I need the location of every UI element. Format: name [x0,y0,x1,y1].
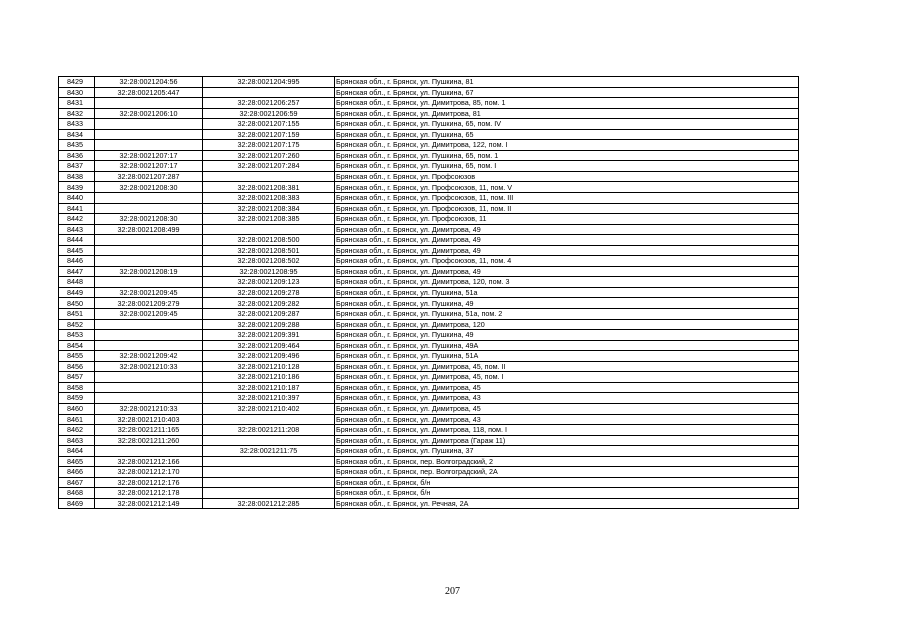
address-cell: Брянская обл., г. Брянск, ул. Димитрова, 120 [335,319,799,330]
row-number-cell: 8468 [59,488,95,499]
table-row [59,467,799,478]
parcel-number-cell [95,140,203,151]
address-cell: Брянская обл., г. Брянск, ул. Димитрова, 120, пом. 3 [335,277,799,288]
object-number-cell: 32:28:0021207:155 [203,119,335,130]
parcel-number-cell [95,203,203,214]
address-cell: Брянская обл., г. Брянск, ул. Димитрова (Гараж 11) [335,435,799,446]
row-number-cell: 8452 [59,319,95,330]
address-cell: Брянская обл., г. Брянск, ул. Димитрова, 49 [335,235,799,246]
row-number-cell: 8457 [59,372,95,383]
table-row [59,171,799,182]
table-row [59,203,799,214]
object-number-cell: 32:28:0021208:385 [203,214,335,225]
address-cell: Брянская обл., г. Брянск, ул. Димитрова, 43 [335,414,799,425]
parcel-number-cell: 32:28:0021207:287 [95,171,203,182]
object-number-cell: 32:28:0021208:501 [203,245,335,256]
row-number-cell: 8456 [59,361,95,372]
object-number-cell: 32:28:0021210:187 [203,382,335,393]
object-number-cell: 32:28:0021207:159 [203,129,335,140]
parcel-number-cell [95,129,203,140]
table-row [59,393,799,404]
address-cell: Брянская обл., г. Брянск, ул. Профсоюзов [335,171,799,182]
row-number-cell: 8466 [59,467,95,478]
parcel-number-cell: 32:28:0021208:499 [95,224,203,235]
object-number-cell: 32:28:0021209:287 [203,309,335,320]
address-cell: Брянская обл., г. Брянск, пер. Волгоградский, 2А [335,467,799,478]
address-cell: Брянская обл., г. Брянск, ул. Димитрова, 118, пом. I [335,425,799,436]
row-number-cell: 8463 [59,435,95,446]
address-cell: Брянская обл., г. Брянск, ул. Пушкина, 81 [335,77,799,88]
table-row [59,77,799,88]
parcel-number-cell [95,372,203,383]
object-number-cell [203,456,335,467]
table-row [59,266,799,277]
parcel-number-cell: 32:28:0021210:403 [95,414,203,425]
parcel-number-cell: 32:28:0021212:176 [95,477,203,488]
address-cell: Брянская обл., г. Брянск, ул. Пушкина, 65, пом. I [335,161,799,172]
parcel-number-cell [95,256,203,267]
object-number-cell: 32:28:0021207:175 [203,140,335,151]
parcel-number-cell: 32:28:0021208:30 [95,214,203,225]
address-cell: Брянская обл., г. Брянск, ул. Пушкина, 65, пом. IV [335,119,799,130]
address-cell: Брянская обл., г. Брянск, б/н [335,477,799,488]
object-number-cell: 32:28:0021204:995 [203,77,335,88]
table-row [59,193,799,204]
address-cell: Брянская обл., г. Брянск, ул. Пушкина, 49 [335,330,799,341]
parcel-number-cell: 32:28:0021208:30 [95,182,203,193]
table-row [59,340,799,351]
table-row [59,488,799,499]
object-number-cell [203,414,335,425]
parcel-number-cell: 32:28:0021210:33 [95,361,203,372]
row-number-cell: 8461 [59,414,95,425]
object-number-cell [203,171,335,182]
parcel-number-cell [95,193,203,204]
object-number-cell: 32:28:0021211:75 [203,446,335,457]
table-row [59,277,799,288]
object-number-cell: 32:28:0021208:95 [203,266,335,277]
object-number-cell: 32:28:0021210:186 [203,372,335,383]
parcel-number-cell [95,98,203,109]
row-number-cell: 8438 [59,171,95,182]
table-row [59,150,799,161]
object-number-cell: 32:28:0021208:500 [203,235,335,246]
address-cell: Брянская обл., г. Брянск, ул. Димитрова, 85, пом. 1 [335,98,799,109]
property-register-table [58,76,799,509]
row-number-cell: 8449 [59,287,95,298]
table-row [59,319,799,330]
object-number-cell: 32:28:0021209:496 [203,351,335,362]
row-number-cell: 8460 [59,403,95,414]
row-number-cell: 8469 [59,498,95,509]
object-number-cell [203,488,335,499]
parcel-number-cell: 32:28:0021212:178 [95,488,203,499]
table-row [59,330,799,341]
table-row [59,129,799,140]
row-number-cell: 8446 [59,256,95,267]
object-number-cell: 32:28:0021210:397 [203,393,335,404]
parcel-number-cell [95,235,203,246]
parcel-number-cell [95,446,203,457]
table-row [59,309,799,320]
table-row [59,456,799,467]
object-number-cell: 32:28:0021206:59 [203,108,335,119]
table-row [59,351,799,362]
row-number-cell: 8453 [59,330,95,341]
object-number-cell [203,467,335,478]
parcel-number-cell: 32:28:0021209:45 [95,287,203,298]
parcel-number-cell: 32:28:0021212:166 [95,456,203,467]
table-row [59,224,799,235]
row-number-cell: 8447 [59,266,95,277]
row-number-cell: 8455 [59,351,95,362]
parcel-number-cell: 32:28:0021205:447 [95,87,203,98]
table-row [59,256,799,267]
table-row [59,298,799,309]
row-number-cell: 8430 [59,87,95,98]
address-cell: Брянская обл., г. Брянск, ул. Пушкина, 65 [335,129,799,140]
address-cell: Брянская обл., г. Брянск, ул. Пушкина, 37 [335,446,799,457]
parcel-number-cell: 32:28:0021211:260 [95,435,203,446]
parcel-number-cell: 32:28:0021209:45 [95,309,203,320]
address-cell: Брянская обл., г. Брянск, ул. Димитрова, 43 [335,393,799,404]
parcel-number-cell: 32:28:0021212:149 [95,498,203,509]
parcel-number-cell: 32:28:0021206:10 [95,108,203,119]
row-number-cell: 8450 [59,298,95,309]
object-number-cell: 32:28:0021209:282 [203,298,335,309]
row-number-cell: 8458 [59,382,95,393]
page-number: 207 [445,586,460,597]
object-number-cell: 32:28:0021209:391 [203,330,335,341]
row-number-cell: 8467 [59,477,95,488]
table-row [59,161,799,172]
parcel-number-cell [95,319,203,330]
object-number-cell: 32:28:0021208:381 [203,182,335,193]
address-cell: Брянская обл., г. Брянск, ул. Димитрова, 49 [335,266,799,277]
object-number-cell: 32:28:0021210:128 [203,361,335,372]
object-number-cell [203,87,335,98]
object-number-cell: 32:28:0021211:208 [203,425,335,436]
table-row [59,382,799,393]
table-row [59,140,799,151]
table-row [59,498,799,509]
address-cell: Брянская обл., г. Брянск, ул. Пушкина, 49 [335,298,799,309]
object-number-cell: 32:28:0021207:284 [203,161,335,172]
object-number-cell [203,435,335,446]
table-row [59,235,799,246]
row-number-cell: 8465 [59,456,95,467]
object-number-cell: 32:28:0021208:383 [203,193,335,204]
object-number-cell: 32:28:0021208:502 [203,256,335,267]
table-row [59,182,799,193]
parcel-number-cell: 32:28:0021208:19 [95,266,203,277]
object-number-cell [203,477,335,488]
row-number-cell: 8459 [59,393,95,404]
table-row [59,87,799,98]
table-row [59,287,799,298]
object-number-cell: 32:28:0021209:123 [203,277,335,288]
address-cell: Брянская обл., г. Брянск, б/н [335,488,799,499]
row-number-cell: 8444 [59,235,95,246]
table-row [59,372,799,383]
object-number-cell: 32:28:0021206:257 [203,98,335,109]
row-number-cell: 8462 [59,425,95,436]
object-number-cell: 32:28:0021209:288 [203,319,335,330]
row-number-cell: 8443 [59,224,95,235]
address-cell: Брянская обл., г. Брянск, ул. Димитрова, 81 [335,108,799,119]
parcel-number-cell [95,245,203,256]
parcel-number-cell [95,330,203,341]
table-row [59,446,799,457]
row-number-cell: 8454 [59,340,95,351]
address-cell: Брянская обл., г. Брянск, ул. Пушкина, 51а [335,287,799,298]
address-cell: Брянская обл., г. Брянск, ул. Пушкина, 51А [335,351,799,362]
parcel-number-cell [95,277,203,288]
address-cell: Брянская обл., г. Брянск, ул. Пушкина, 51а, пом. 2 [335,309,799,320]
table-row [59,98,799,109]
row-number-cell: 8448 [59,277,95,288]
address-cell: Брянская обл., г. Брянск, ул. Пушкина, 65, пом. 1 [335,150,799,161]
parcel-number-cell: 32:28:0021209:279 [95,298,203,309]
row-number-cell: 8435 [59,140,95,151]
table-body [59,77,799,509]
address-cell: Брянская обл., г. Брянск, ул. Профсоюзов, 11, пом. 4 [335,256,799,267]
address-cell: Брянская обл., г. Брянск, ул. Димитрова, 45 [335,382,799,393]
address-cell: Брянская обл., г. Брянск, ул. Речная, 2А [335,498,799,509]
table-row [59,119,799,130]
table-row [59,414,799,425]
address-cell: Брянская обл., г. Брянск, пер. Волгоградский, 2 [335,456,799,467]
object-number-cell: 32:28:0021209:278 [203,287,335,298]
object-number-cell: 32:28:0021209:464 [203,340,335,351]
parcel-number-cell: 32:28:0021204:56 [95,77,203,88]
row-number-cell: 8440 [59,193,95,204]
row-number-cell: 8439 [59,182,95,193]
address-cell: Брянская обл., г. Брянск, ул. Димитрова, 49 [335,245,799,256]
object-number-cell: 32:28:0021208:384 [203,203,335,214]
parcel-number-cell: 32:28:0021210:33 [95,403,203,414]
table-row [59,435,799,446]
row-number-cell: 8433 [59,119,95,130]
row-number-cell: 8432 [59,108,95,119]
parcel-number-cell: 32:28:0021207:17 [95,150,203,161]
row-number-cell: 8464 [59,446,95,457]
row-number-cell: 8437 [59,161,95,172]
parcel-number-cell [95,393,203,404]
address-cell: Брянская обл., г. Брянск, ул. Димитрова, 45, пом. II [335,361,799,372]
row-number-cell: 8429 [59,77,95,88]
object-number-cell: 32:28:0021210:402 [203,403,335,414]
table-row [59,361,799,372]
row-number-cell: 8451 [59,309,95,320]
address-cell: Брянская обл., г. Брянск, ул. Димитрова, 49 [335,224,799,235]
address-cell: Брянская обл., г. Брянск, ул. Пушкина, 67 [335,87,799,98]
address-cell: Брянская обл., г. Брянск, ул. Профсоюзов, 11, пом. II [335,203,799,214]
table-row [59,477,799,488]
table-row [59,245,799,256]
parcel-number-cell [95,119,203,130]
object-number-cell: 32:28:0021212:285 [203,498,335,509]
address-cell: Брянская обл., г. Брянск, ул. Димитрова, 122, пом. I [335,140,799,151]
table-row [59,108,799,119]
table-row [59,214,799,225]
parcel-number-cell: 32:28:0021207:17 [95,161,203,172]
table-row [59,425,799,436]
parcel-number-cell: 32:28:0021211:165 [95,425,203,436]
row-number-cell: 8431 [59,98,95,109]
row-number-cell: 8445 [59,245,95,256]
row-number-cell: 8434 [59,129,95,140]
object-number-cell: 32:28:0021207:260 [203,150,335,161]
row-number-cell: 8441 [59,203,95,214]
object-number-cell [203,224,335,235]
address-cell: Брянская обл., г. Брянск, ул. Димитрова, 45, пом. I [335,372,799,383]
parcel-number-cell: 32:28:0021209:42 [95,351,203,362]
row-number-cell: 8442 [59,214,95,225]
parcel-number-cell [95,340,203,351]
parcel-number-cell: 32:28:0021212:170 [95,467,203,478]
row-number-cell: 8436 [59,150,95,161]
address-cell: Брянская обл., г. Брянск, ул. Профсоюзов, 11, пом. III [335,193,799,204]
table-row [59,403,799,414]
address-cell: Брянская обл., г. Брянск, ул. Пушкина, 49А [335,340,799,351]
address-cell: Брянская обл., г. Брянск, ул. Профсоюзов, 11, пом. V [335,182,799,193]
parcel-number-cell [95,382,203,393]
address-cell: Брянская обл., г. Брянск, ул. Профсоюзов, 11 [335,214,799,225]
address-cell: Брянская обл., г. Брянск, ул. Димитрова, 45 [335,403,799,414]
